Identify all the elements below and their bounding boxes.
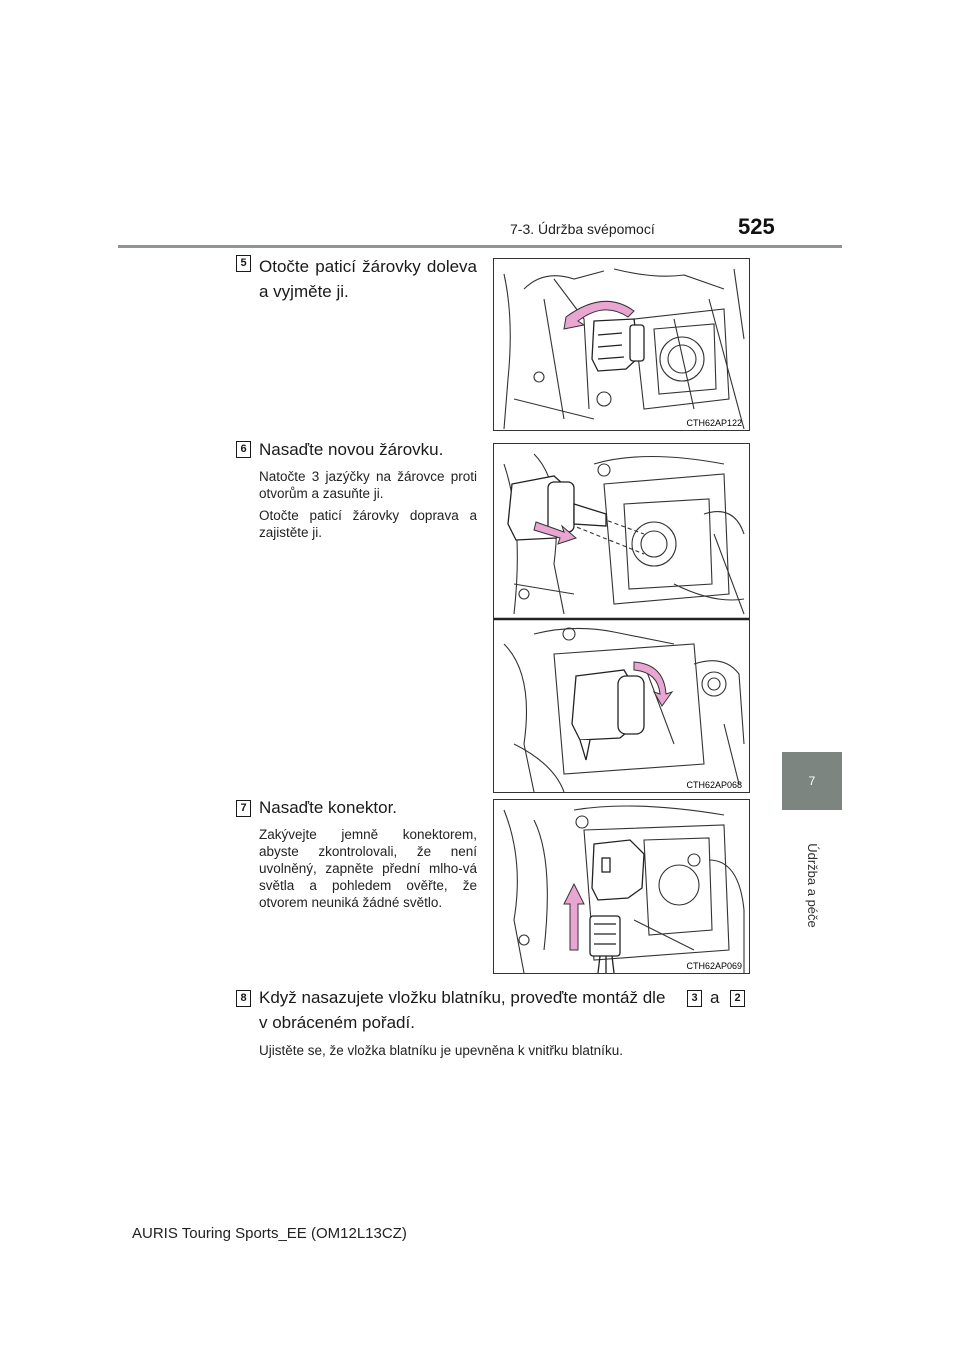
- step-note: Otočte paticí žárovky doprava a zajistěte ji.: [259, 508, 477, 540]
- step-number-badge: 6: [236, 441, 251, 458]
- step-title-conjunction: a: [710, 988, 720, 1007]
- step-number-badge: 8: [236, 990, 251, 1007]
- chapter-label: Údržba a péče: [804, 842, 820, 928]
- illustration-bulb-install: [494, 444, 749, 792]
- step-reference-badge: 2: [730, 990, 745, 1007]
- step-title: Otočte paticí žárovky doleva a vyjměte ji.: [259, 257, 477, 301]
- step-title: Nasaďte novou žárovku.: [259, 440, 444, 459]
- illustration-bulb-removal: [494, 259, 749, 430]
- step-title: Nasaďte konektor.: [259, 798, 398, 817]
- chapter-tab: [782, 752, 842, 810]
- step-reference-badge: 3: [687, 990, 702, 1007]
- step-title: Když nasazujete vložku blatníku, proveďte montáž dle: [259, 988, 666, 1007]
- figure-code: CTH62AP068: [686, 780, 742, 790]
- step-number-badge: 5: [236, 255, 251, 272]
- header-rule: [118, 245, 842, 248]
- figure-code: CTH62AP122: [686, 418, 742, 428]
- illustration-connector: [494, 800, 749, 973]
- chapter-number: 7: [808, 774, 816, 788]
- step-number-badge: 7: [236, 800, 251, 817]
- figure-bulb-install: [493, 443, 750, 793]
- section-title: 7-3. Údržba svépomocí: [510, 221, 655, 237]
- figure-bulb-removal: [493, 258, 750, 431]
- step-title-continued: v obráceném pořadí.: [259, 1013, 415, 1032]
- page-number: 525: [738, 214, 775, 239]
- footer-model: AURIS Touring Sports_EE (OM12L13CZ): [132, 1225, 407, 1242]
- step-note: Ujistěte se, že vložka blatníku je upevněna k vnitřku blatníku.: [259, 1043, 623, 1058]
- figure-connector: [493, 799, 750, 974]
- step-note: Zakývejte jemně konektorem, abyste zkontrolovali, že není uvolněný, zapněte přední mlho-vá světla a pohledem ověřte, že otvorem neuniká žádné světlo.: [259, 827, 477, 910]
- step-note: Natočte 3 jazýčky na žárovce proti otvorům a zasuňte ji.: [259, 469, 477, 501]
- chapter-side-label: [782, 810, 842, 960]
- figure-code: CTH62AP069: [686, 961, 742, 971]
